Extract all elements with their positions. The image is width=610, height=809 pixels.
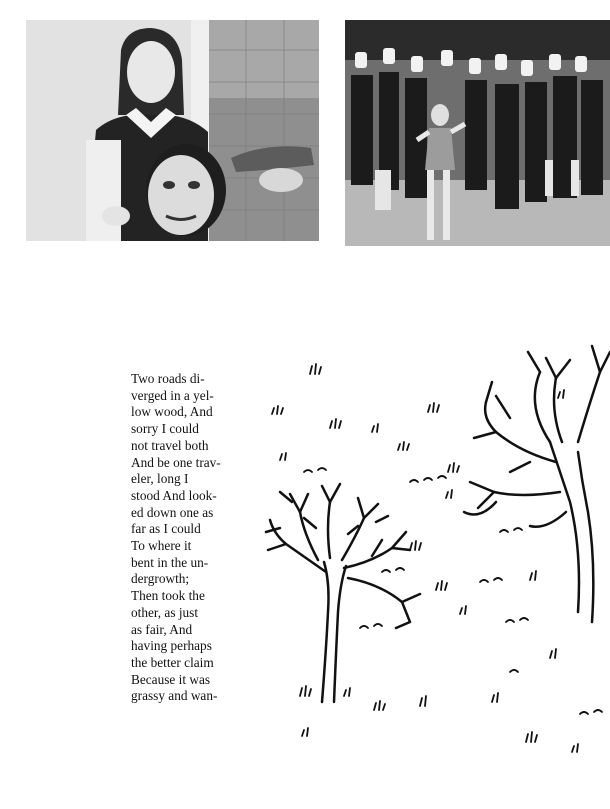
poem-line: dergrowth; <box>131 571 190 587</box>
poem-line: grassy and wan- <box>131 688 218 704</box>
poem-line: the better claim <box>131 654 214 670</box>
poem-line: other, as just <box>131 604 199 620</box>
poem-line: Then took the <box>131 588 205 604</box>
poem-line: having perhaps <box>131 638 212 654</box>
poem-line: Two roads di- <box>131 371 205 386</box>
poem-line: eler, long I <box>131 471 189 487</box>
poem-text <box>131 371 231 705</box>
poem-line: not travel both <box>131 437 209 453</box>
poem-line: ed down one as <box>131 504 214 520</box>
makeup-photo <box>26 20 319 241</box>
poem-line: And be one trav- <box>131 454 221 470</box>
poem-line: far as I could <box>131 521 201 537</box>
poem-line: verged in a yel- <box>131 387 214 403</box>
poem-line: as fair, And <box>131 621 193 637</box>
poem-line: stood And look- <box>131 487 217 503</box>
marching-band-photo <box>345 20 610 246</box>
poem-line: low wood, And <box>131 404 213 420</box>
trees-illustration <box>260 322 610 762</box>
left-tree-drawing <box>266 484 420 702</box>
poem-line: bent in the un- <box>131 554 209 570</box>
poem-line: Because it was <box>131 671 211 687</box>
makeup-photo-illustration <box>26 20 319 241</box>
poem-line: sorry I could <box>131 421 199 437</box>
poem-line: To where it <box>131 538 192 554</box>
marching-band-photo-illustration <box>345 20 610 246</box>
